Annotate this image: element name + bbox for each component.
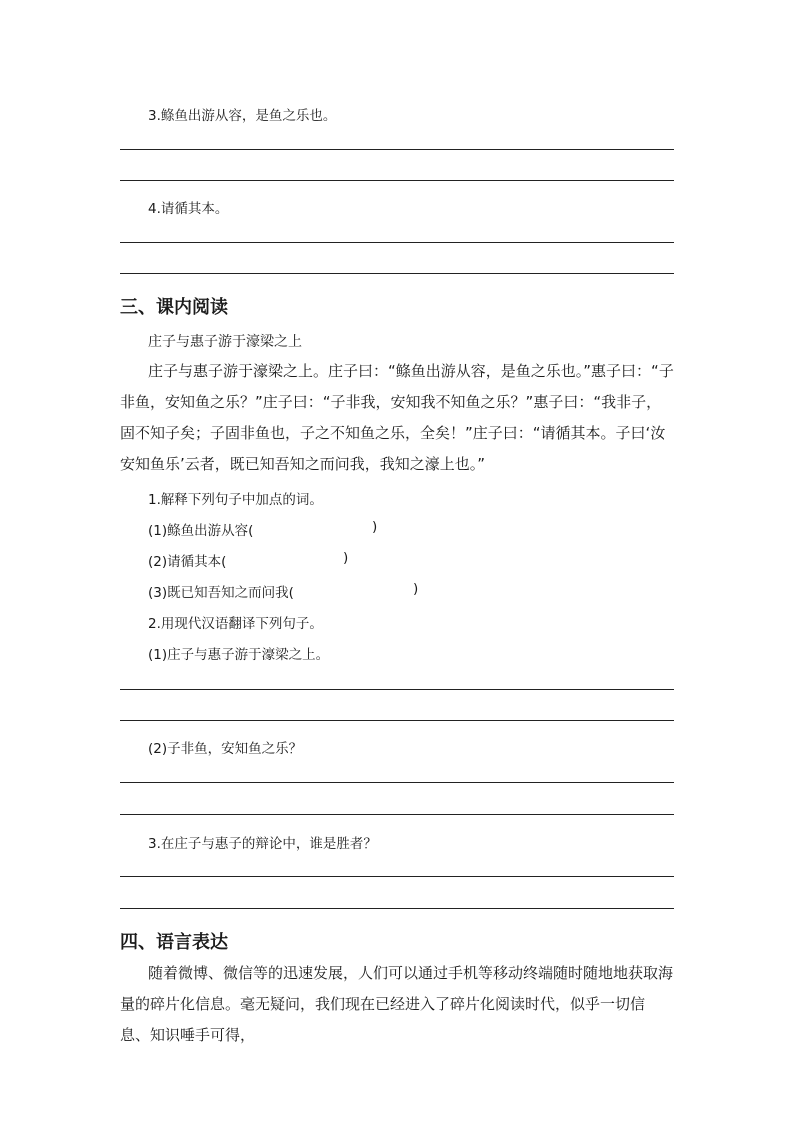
question-1-1: (1)鲦鱼出游从容(: [148, 523, 254, 539]
answer-line[interactable]: [120, 876, 674, 877]
answer-line[interactable]: [120, 782, 674, 783]
passage-title: 庄子与惠子游于濠梁之上: [148, 334, 302, 350]
question-3: 3.在庄子与惠子的辩论中，谁是胜者？: [148, 836, 377, 852]
answer-line[interactable]: [120, 149, 674, 150]
passage-text: 庄子与惠子游于濠梁之上。庄子曰：“鲦鱼出游从容，是鱼之乐也。”惠子曰：“子非鱼，安知鱼之乐？”庄子曰：“子非我，安知我不知鱼之乐？”惠子曰：“我非子，固不知子矣；子固非鱼也，子之不知鱼之乐，全矣！”庄子曰：“请循其本。子曰‘汝安知鱼乐’云者，既已知吾知之而问我，我知之濠上也。”: [120, 362, 674, 473]
question-1-2: (2)请循其本(: [148, 554, 227, 570]
close-paren: ): [343, 550, 349, 566]
question-2-1: (1)庄子与惠子游于濠梁之上。: [148, 647, 330, 663]
close-paren: ): [372, 519, 378, 535]
answer-line[interactable]: [120, 908, 674, 909]
question-2: 2.用现代汉语翻译下列句子。: [148, 616, 323, 632]
passage-text: 随着微博、微信等的迅速发展，人们可以通过手机等移动终端随时随地地获取海量的碎片化信息。毫无疑问，我们现在已经进入了碎片化阅读时代，似乎一切信息、知识唾手可得，: [120, 964, 674, 1044]
answer-line[interactable]: [120, 180, 674, 181]
section-heading: 四、语言表达: [120, 932, 228, 953]
close-paren: ): [413, 581, 419, 597]
answer-line[interactable]: [120, 814, 674, 815]
answer-line[interactable]: [120, 273, 674, 274]
question-1-3: (3)既已知吾知之而问我(: [148, 585, 294, 601]
answer-line[interactable]: [120, 720, 674, 721]
answer-line[interactable]: [120, 242, 674, 243]
question-4: 4.请循其本。: [148, 201, 229, 217]
question-1: 1.解释下列句子中加点的词。: [148, 492, 323, 508]
answer-line[interactable]: [120, 689, 674, 690]
section-heading: 三、课内阅读: [120, 297, 228, 318]
question-3: 3.鲦鱼出游从容，是鱼之乐也。: [148, 108, 337, 124]
question-2-2: (2)子非鱼，安知鱼之乐？: [148, 741, 303, 757]
